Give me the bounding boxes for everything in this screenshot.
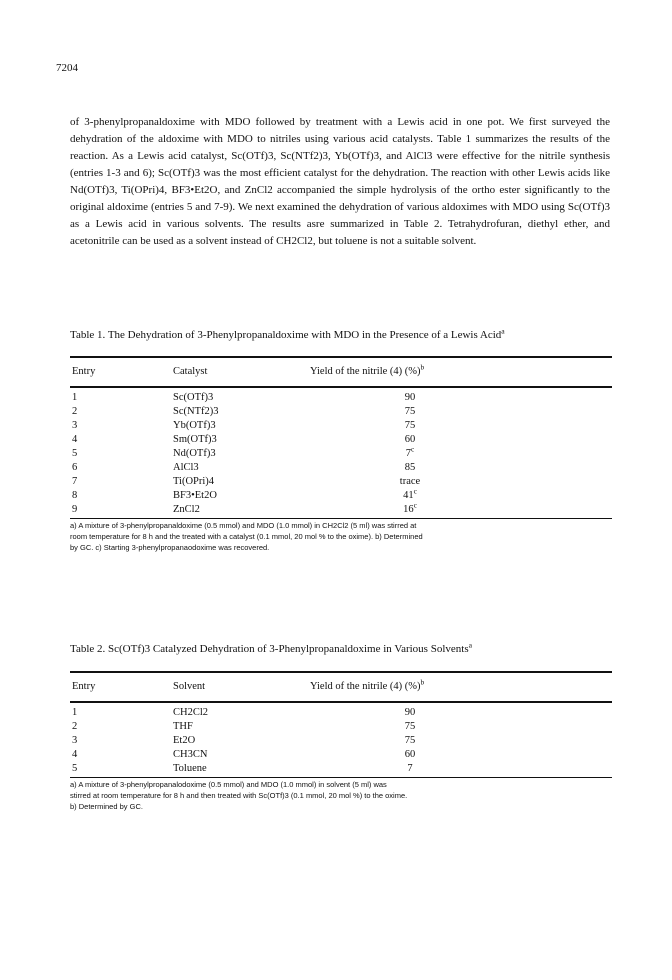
table1-row — [70, 420, 612, 434]
table1-entry-cell-text: 2 — [72, 406, 78, 417]
table1-yield-cell-text: trace — [399, 476, 421, 487]
table2-yield-cell — [310, 721, 510, 732]
table2-row — [70, 707, 612, 721]
table2-yield-cell-text: 75 — [404, 721, 416, 732]
table1-entry-cell-text: 8 — [72, 490, 78, 501]
table1-yield-cell — [310, 420, 510, 431]
table2-body — [70, 707, 612, 777]
table1-header-rule — [70, 386, 612, 388]
table1-catalyst-cell-text: Sm(OTf)3 — [173, 434, 217, 445]
table2-caption — [70, 640, 630, 655]
table2-solvent-cell — [173, 735, 195, 746]
table1-yield-mark: c — [413, 486, 417, 496]
table1-footnote-line: by GC. c) Starting 3-phenylpropanaodoxime was recovered. — [70, 543, 270, 552]
table1-entry-cell — [72, 406, 77, 417]
table1-catalyst-cell — [173, 448, 216, 459]
table2-yield-cell-text: 90 — [404, 707, 416, 718]
table1-entry-cell-text: 4 — [72, 434, 78, 445]
table1-yield-cell — [310, 486, 510, 501]
table1-yield-cell-text: 75 — [404, 420, 416, 431]
table1-yield-cell — [310, 434, 510, 445]
body-paragraph: of 3-phenylpropanaldoxime with MDO followed by treatment with a Lewis acid in one pot. We first surveyed the dehydration of the aldoxime with MDO to nitriles using various acid catalysts. Table 1 summarizes the results of the reaction. As a Lewis acid catalyst, Sc(OTf)3, Sc(NTf2)3, Yb(OTf)3, and AlCl3 were effective for the nitrile synthesis (entries 1-3 and 6); Sc(OTf)3 was the most efficient catalyst for the dehydration. The reaction with other Lewis acids like Nd(OTf)3, Ti(OPri)4, BF3•Et2O, and ZnCl2 accompanied the simple hydrolysis of the ortho ester significantly to the original aldoxime (entries 5 and 7-9). We next examined the dehydration of various aldoximes with MDO using Sc(OTf)3 as a Lewis acid in various solvents. The results asre summarized in Table 2. Tetrahydrofuran, diethyl ether, and acetonitrile can be used as a solvent instead of CH2Cl2, but toluene is not a suitable solvent. — [70, 116, 610, 247]
table2-footnote-line: b) Determined by GC. — [70, 802, 143, 811]
table1-caption — [70, 326, 630, 341]
table2-solvent-cell — [173, 707, 208, 718]
table1-yield-cell-text: 85 — [404, 462, 416, 473]
table1-entry-cell — [72, 392, 77, 403]
table1-entry-cell-text: 3 — [72, 420, 78, 431]
table2-row — [70, 735, 612, 749]
table2-solvent-cell-text: CH3CN — [173, 749, 208, 760]
table1-row — [70, 486, 612, 504]
table2-entry-cell — [72, 763, 77, 774]
table2-solvent-cell — [173, 763, 207, 774]
table1-entry-cell — [72, 420, 77, 431]
table1-row — [70, 406, 612, 420]
table1-catalyst-cell-text: Sc(OTf)3 — [173, 392, 214, 403]
table1-caption-text: Table 1. The Dehydration of 3-Phenylpropanaldoxime with MDO in the Presence of a Lewis Acid — [70, 329, 502, 341]
table1-entry-cell-text: 1 — [72, 392, 78, 403]
table2-entry-cell-text: 1 — [72, 707, 78, 718]
table1-yield-cell-text: 60 — [404, 434, 416, 445]
table2-solvent-cell-text: THF — [173, 721, 193, 732]
table1-yield-cell-text: 7 — [405, 448, 411, 459]
table1-yield-cell — [310, 476, 510, 487]
table1-header-yield-text: Yield of the nitrile (4) (%) — [310, 366, 421, 377]
table1-catalyst-cell-text: Yb(OTf)3 — [173, 420, 216, 431]
table1-row — [70, 392, 612, 406]
table2-solvent-cell-text: Toluene — [173, 763, 207, 774]
table1-caption-mark: a — [501, 326, 505, 336]
table1-header-row — [70, 358, 612, 386]
table1-row — [70, 476, 612, 490]
table2-header-mark: b — [420, 677, 425, 687]
table1-catalyst-cell-text: ZnCl2 — [173, 504, 200, 515]
table1-yield-cell-text: 75 — [404, 406, 416, 417]
table1-catalyst-cell — [173, 406, 219, 417]
table1-catalyst-cell — [173, 434, 217, 445]
table1-catalyst-cell — [173, 504, 200, 515]
table1-entry-cell — [72, 476, 77, 487]
table1-catalyst-cell — [173, 392, 213, 403]
table1-catalyst-cell — [173, 462, 199, 473]
table1-entry-cell — [72, 462, 77, 473]
table1-row — [70, 444, 612, 462]
table1-footnote-line: a) A mixture of 3-phenylpropanaldoxime (0.5 mmol) and MDO (1.0 mmol) in CH2Cl2 (5 ml) was stirred at — [70, 521, 417, 530]
table2-entry-cell — [72, 707, 77, 718]
table2-solvent-cell — [173, 749, 207, 760]
table1-yield-cell — [310, 406, 510, 417]
table2-entry-cell-text: 4 — [72, 749, 78, 760]
table1-yield-mark: c — [410, 444, 415, 454]
table1-entry-cell — [72, 490, 77, 501]
table2-header-yield — [310, 677, 425, 692]
table1-catalyst-cell-text: Sc(NTf2)3 — [173, 406, 219, 417]
table2-yield-cell — [310, 735, 510, 746]
table1-entry-cell-text: 9 — [72, 504, 78, 515]
page-number: 7204 — [56, 62, 78, 74]
table1-entry-cell-text: 7 — [72, 476, 78, 487]
table1-header-mark: b — [420, 362, 425, 372]
table2-solvent-cell-text: CH2Cl2 — [173, 707, 209, 718]
table1-yield-cell-text: 90 — [404, 392, 416, 403]
table2-header-yield-text: Yield of the nitrile (4) (%) — [310, 681, 421, 692]
table1-catalyst-cell — [173, 490, 217, 501]
table1-entry-cell-text: 6 — [72, 462, 78, 473]
table1-yield-cell — [310, 444, 510, 459]
table1-entry-cell — [72, 448, 77, 459]
table1-yield-cell-text: 16 — [403, 504, 414, 515]
table1-yield-cell — [310, 500, 510, 515]
table2 — [70, 671, 612, 812]
table1-yield-mark: c — [413, 500, 417, 510]
table1-row — [70, 434, 612, 448]
table2-yield-cell — [310, 707, 510, 718]
table2-header-rule — [70, 701, 612, 703]
table2-caption-mark: a — [468, 640, 473, 650]
table2-entry-cell — [72, 749, 77, 760]
table2-solvent-cell-text: Et2O — [173, 735, 196, 746]
table1-yield-cell — [310, 392, 510, 403]
table1-catalyst-cell-text: Nd(OTf)3 — [173, 448, 216, 459]
table1-entry-cell — [72, 434, 77, 445]
table2-entry-cell — [72, 721, 77, 732]
table1-yield-cell-text: 41 — [403, 490, 414, 501]
table2-yield-cell — [310, 749, 510, 760]
table2-yield-cell — [310, 763, 510, 774]
table1-row — [70, 500, 612, 518]
table2-header-row — [70, 673, 612, 701]
table2-entry-cell — [72, 735, 77, 746]
table2-solvent-cell — [173, 721, 193, 732]
table2-entry-cell-text: 3 — [72, 735, 78, 746]
table1-catalyst-cell-text: AlCl3 — [173, 462, 199, 473]
table2-entry-cell-text: 2 — [72, 721, 78, 732]
table2-yield-cell-text: 7 — [407, 763, 413, 774]
table1-row — [70, 462, 612, 476]
table1-body — [70, 392, 612, 518]
table2-footnote-line: stirred at room temperature for 8 h and then treated with Sc(OTf)3 (0.1 mmol, 20 mol %) to the oxime. — [70, 791, 408, 800]
table2-header-entry: Entry — [72, 681, 96, 692]
table2-yield-cell-text: 75 — [404, 735, 416, 746]
table1-catalyst-cell-text: Ti(OPri)4 — [173, 476, 215, 487]
table1-catalyst-cell — [173, 476, 214, 487]
table1 — [70, 356, 612, 553]
table2-caption-text: Table 2. Sc(OTf)3 Catalyzed Dehydration of 3-Phenylpropanaldoxime in Various Solvents — [70, 643, 469, 655]
table1-header-yield — [310, 362, 425, 377]
table2-row — [70, 749, 612, 763]
table2-yield-cell-text: 60 — [404, 749, 416, 760]
table1-footnotes — [70, 519, 612, 553]
table2-footnote-line: a) A mixture of 3-phenylpropanalodoxime (0.5 mmol) and MDO (1.0 mmol) in solvent (5 ml) was — [70, 780, 387, 789]
table1-catalyst-cell — [173, 420, 216, 431]
table2-row — [70, 763, 612, 777]
table2-header-solvent: Solvent — [173, 681, 206, 692]
table1-header-entry: Entry — [72, 366, 96, 377]
table2-footnotes — [70, 778, 612, 812]
table1-entry-cell — [72, 504, 77, 515]
table1-yield-cell — [310, 462, 510, 473]
table1-catalyst-cell-text: BF3•Et2O — [173, 490, 217, 501]
table2-row — [70, 721, 612, 735]
table1-entry-cell-text: 5 — [72, 448, 78, 459]
table1-header-catalyst: Catalyst — [173, 366, 208, 377]
table2-entry-cell-text: 5 — [72, 763, 78, 774]
table1-footnote-line: room temperature for 8 h and the treated with a catalyst (0.1 mmol, 20 mol % to the oxime). b) Determined — [70, 532, 423, 541]
